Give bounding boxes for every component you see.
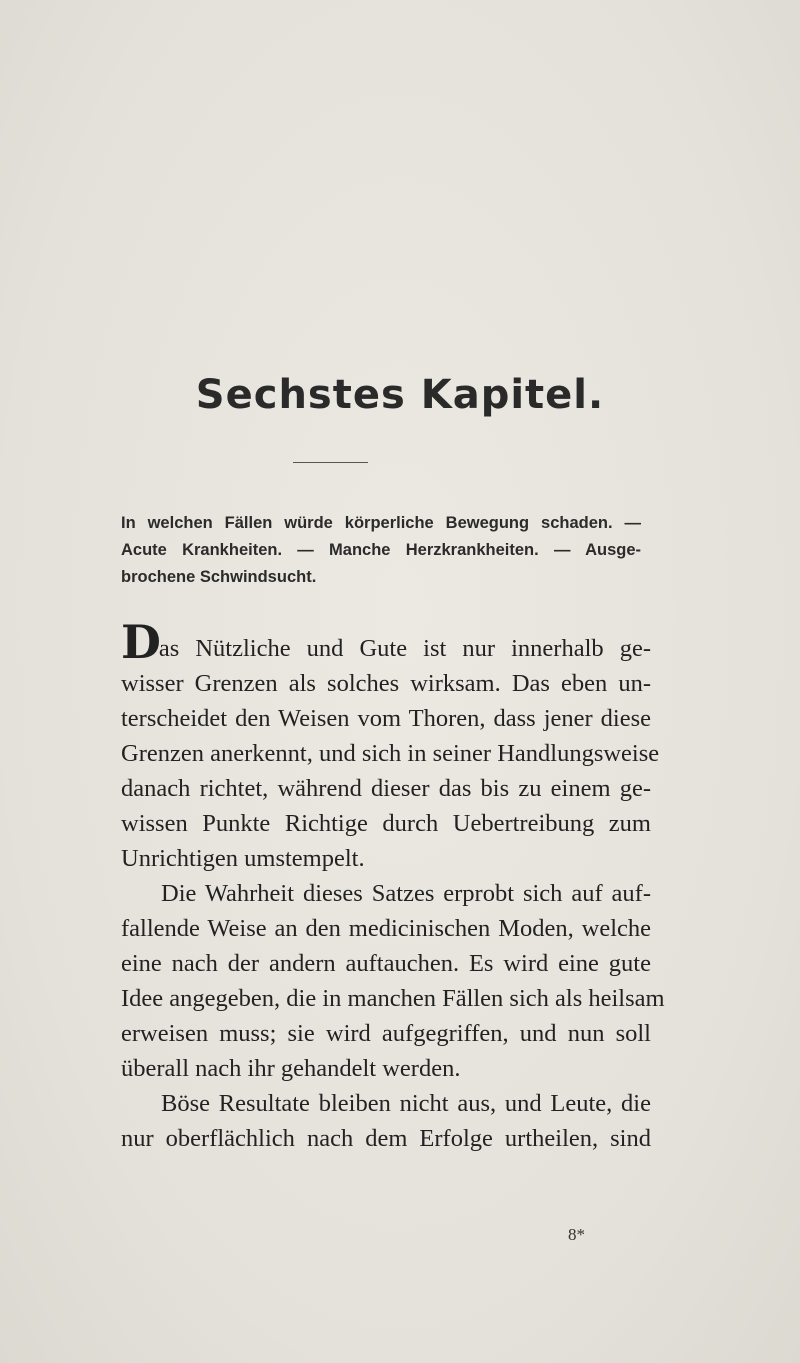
body-line: eine nach der andern auftauchen. Es wird eine gute bbox=[121, 950, 651, 977]
chapter-title: Sechstes Kapitel. bbox=[195, 372, 605, 418]
body-line: erweisen muss; sie wird aufgegriffen, und nun soll bbox=[121, 1020, 651, 1047]
body-line: überall nach ihr gehandelt werden. bbox=[121, 1055, 461, 1082]
body-line: Die Wahrheit dieses Satzes erprobt sich auf auf- bbox=[161, 880, 651, 907]
summary-line: Acute Krankheiten. — Manche Herzkrankheiten. — Ausge- bbox=[121, 541, 641, 559]
body-line: nur oberflächlich nach dem Erfolge urtheilen, sind bbox=[121, 1125, 651, 1152]
body-line: Das Nützliche und Gute ist nur innerhalb ge- bbox=[121, 615, 651, 669]
body-line: wisser Grenzen als solches wirksam. Das eben un- bbox=[121, 670, 651, 697]
body-line: fallende Weise an den medicinischen Moden, welche bbox=[121, 915, 651, 942]
summary-line: In welchen Fällen würde körperliche Bewegung schaden. — bbox=[121, 514, 641, 532]
body-line: Böse Resultate bleiben nicht aus, und Leute, die bbox=[161, 1090, 651, 1117]
drop-cap: D bbox=[121, 615, 161, 669]
body-text bbox=[121, 615, 665, 1156]
body-line: Grenzen anerkennt, und sich in seiner Handlungsweise bbox=[121, 740, 660, 767]
chapter-summary bbox=[121, 510, 641, 591]
body-line: Idee angegeben, die in manchen Fällen sich als heilsam bbox=[121, 985, 665, 1012]
body-line: terscheidet den Weisen vom Thoren, dass jener diese bbox=[121, 705, 651, 732]
title-divider bbox=[293, 462, 368, 463]
signature-mark: 8* bbox=[568, 1225, 585, 1244]
summary-line: brochene Schwindsucht. bbox=[121, 568, 317, 586]
body-line: wissen Punkte Richtige durch Uebertreibung zum bbox=[121, 810, 651, 837]
body-line: danach richtet, während dieser das bis zu einem ge- bbox=[121, 775, 651, 802]
body-line: Unrichtigen umstempelt. bbox=[121, 845, 365, 872]
